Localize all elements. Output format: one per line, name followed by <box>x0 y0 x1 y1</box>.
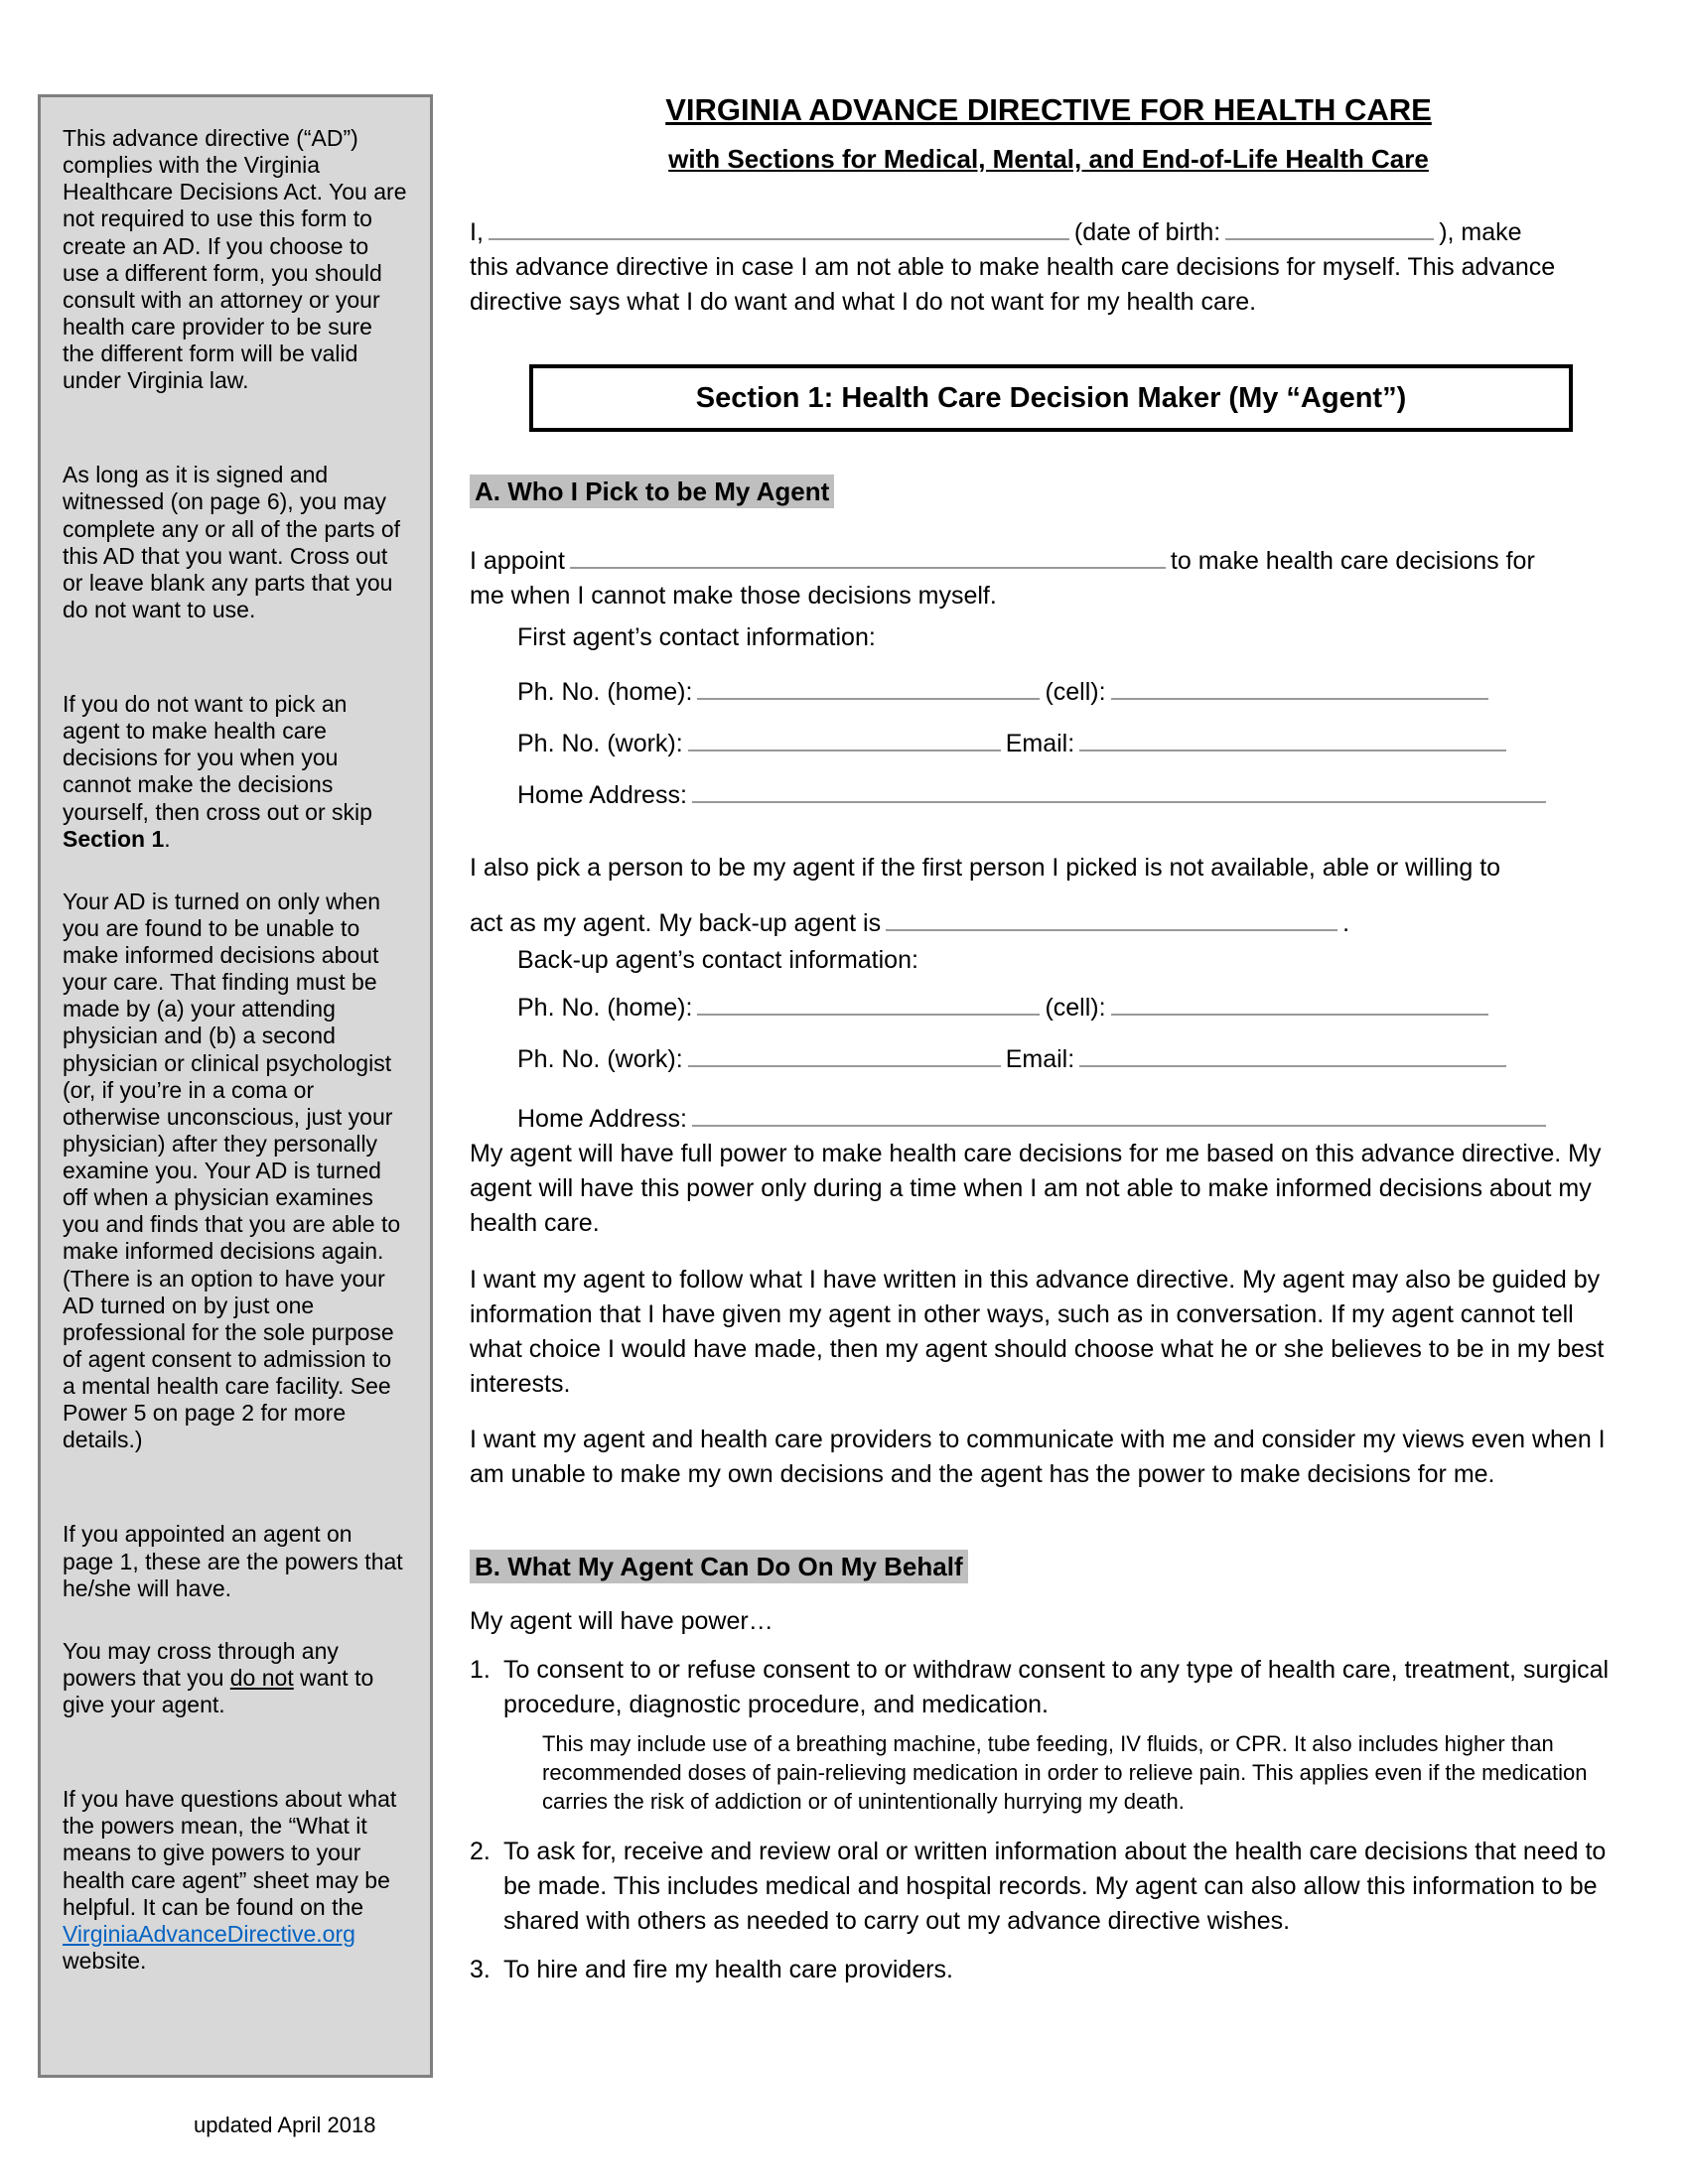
full-power-paragraph: My agent will have full power to make health care decisions for me based on this advance directive. My agent will have this power only during a time when I am not able to make informed decisions about my health care. <box>470 1140 1602 1237</box>
power-2-item <box>470 1835 1627 1939</box>
sidebar-note-6-text: You may cross through any powers that you <box>63 1637 339 1691</box>
first-agent-contact-heading: First agent’s contact information: <box>517 623 876 651</box>
sidebar-note-4 <box>63 888 408 1454</box>
appoint-before: I appoint <box>470 547 565 575</box>
intro-line-1 <box>470 215 1627 250</box>
agent-home-address-blank[interactable] <box>692 778 1546 803</box>
section-1-title: Section 1: Health Care Decision Maker (My “Agent”) <box>695 382 1407 414</box>
power-1-note: This may include use of a breathing machine, tube feeding, IV fluids, or CPR. It also includes higher than recommended doses of pain-relieving medication in order to relieve pain. This applies even if the medication carries the risk of addiction or of unintentionally hurrying my death. <box>542 1731 1588 1814</box>
power-3-number: 3. <box>470 1956 491 1983</box>
intro-body: this advance directive in case I am not able to make health care decisions for myself. This advance directive says what I do want and what I do not want for my health care. <box>470 253 1556 316</box>
date-of-birth-blank[interactable] <box>1225 215 1434 240</box>
agent-home-address-line <box>517 778 1627 813</box>
sidebar-note-3-text: If you do not want to pick an agent to make health care decisions for you when you cannot make the decisions yourself, then cross out or skip <box>63 691 372 825</box>
cell-label: (cell): <box>1045 994 1106 1022</box>
email-label: Email: <box>1005 730 1075 757</box>
do-not-emphasis: do not <box>229 1664 294 1691</box>
phone-home-label: Ph. No. (home): <box>517 678 693 706</box>
sidebar-note-7 <box>63 1786 408 1975</box>
appoint-line-2: me when I cannot make those decisions myself. <box>470 582 997 610</box>
backup-line-2 <box>470 906 1627 941</box>
backup-work-phone-blank[interactable] <box>688 1042 1001 1067</box>
intro-after-dob: ), make <box>1439 218 1522 246</box>
power-1-number: 1. <box>470 1656 491 1684</box>
backup-cell-phone-blank[interactable] <box>1111 991 1488 1016</box>
phone-work-label: Ph. No. (work): <box>517 1045 683 1073</box>
agent-work-phone-blank[interactable] <box>688 727 1001 751</box>
document-subtitle: with Sections for Medical, Mental, and End-of-Life Health Care <box>668 144 1429 174</box>
backup-after: . <box>1342 909 1350 937</box>
agent-email-blank[interactable] <box>1079 727 1506 751</box>
intro-paragraph <box>470 215 1627 320</box>
backup-home-phone-blank[interactable] <box>697 991 1040 1016</box>
sidebar-note-1-text: This advance directive (“AD”) complies with the Virginia Healthcare Decisions Act. You are not required to use this form to create an AD. If you choose to use a different form, you should consult with an attorney or your health care provider to be sure the different form will be valid under Virginia law. <box>63 125 407 394</box>
sidebar-note-4-option-text: (There is an option to have your AD turned on by just one professional for the sole purpose of agent consent to admission to a mental health care facility. See Power 5 on page 2 for more details.) <box>63 1265 394 1453</box>
virginia-advance-directive-link[interactable]: VirginiaAdvanceDirective.org <box>63 1920 355 1947</box>
power-1-text: To consent to or refuse consent to or withdraw consent to any type of health care, treatment, surgical procedure, diagnostic procedure, and medication. <box>503 1656 1610 1718</box>
phone-home-label: Ph. No. (home): <box>517 994 693 1022</box>
form-body <box>470 92 1627 1987</box>
power-3-text: To hire and fire my health care providers. <box>503 1956 953 1983</box>
footer-updated-text: updated April 2018 <box>194 2113 376 2137</box>
backup-agent-paragraph <box>470 851 1627 941</box>
sidebar-note-7-text: If you have questions about what the powers mean, the “What it means to give powers to your health care agent” sheet may be helpful. It can be found on the <box>63 1786 397 1920</box>
part-b-heading <box>470 1549 1627 1584</box>
sidebar-note-1 <box>63 125 408 394</box>
dob-label: (date of birth: <box>1073 218 1221 246</box>
backup-agent-name-blank[interactable] <box>886 906 1337 931</box>
sidebar-note-6 <box>63 1638 408 1718</box>
sidebar-note-4-text: Your AD is turned on only when you are found to be unable to make informed decisions about your care. That finding must be made by (a) your attending physician and (b) a second physician or clinical psychologist (or, if you’re in a coma or otherwise unconscious, just your physician) after they personally examine you. Your AD is turned off when a physician examines you and finds that you are able to make informed decisions again. <box>63 887 401 1265</box>
declarant-name-blank[interactable] <box>489 215 1069 240</box>
sidebar-note-2-text: As long as it is signed and witnessed (on page 6), you may complete any or all of the parts of this AD that you want. Cross out or leave blank any parts that you do not want to use. <box>63 462 401 622</box>
sidebar-notes <box>38 94 433 2078</box>
backup-before: act as my agent. My back-up agent is <box>470 909 882 937</box>
document-title: VIRGINIA ADVANCE DIRECTIVE FOR HEALTH CARE <box>665 92 1432 127</box>
backup-phone-home-line <box>517 991 1627 1025</box>
phone-work-label: Ph. No. (work): <box>517 730 683 757</box>
follow-directive-paragraph: I want my agent to follow what I have written in this advance directive. My agent may also be guided by information that I have given my agent in other ways, such as in conversation. If my agent cannot tell what choice I would have made, then my agent should choose what he or she believes to be in my best interests. <box>470 1266 1605 1398</box>
appoint-line-1 <box>470 544 1627 579</box>
section-1-title-box <box>529 364 1573 432</box>
sidebar-note-3 <box>63 691 408 853</box>
agent-phone-work-line <box>517 727 1627 761</box>
part-a-heading-text: A. Who I Pick to be My Agent <box>470 475 834 508</box>
backup-phone-work-line <box>517 1042 1627 1077</box>
backup-agent-contact-heading: Back-up agent’s contact information: <box>517 946 918 974</box>
backup-line-1: I also pick a person to be my agent if the first person I picked is not available, able or willing to <box>470 854 1501 882</box>
power-3-item <box>470 1953 1627 1987</box>
backup-home-address-blank[interactable] <box>692 1102 1546 1127</box>
intro-lead: I, <box>470 218 484 246</box>
agent-cell-phone-blank[interactable] <box>1111 675 1488 700</box>
home-address-label: Home Address: <box>517 781 687 809</box>
appoint-paragraph <box>470 544 1627 614</box>
part-a-heading <box>470 474 1627 509</box>
sidebar-note-6-end: want to give your agent. <box>63 1664 374 1717</box>
sidebar-note-5 <box>63 1521 408 1601</box>
communicate-paragraph: I want my agent and health care providers to communicate with me and consider my views even when I am unable to make my own decisions and the agent has the power to make decisions for me. <box>470 1426 1606 1488</box>
section-1-reference: Section 1 <box>63 825 165 852</box>
sidebar-note-3-end: . <box>164 825 171 852</box>
power-1-item <box>470 1653 1627 1722</box>
power-2-text: To ask for, receive and review oral or written information about the health care decisions that need to be made. This includes medical and hospital records. My agent can also allow this information to be shared with others as needed to carry out my advance directive wishes. <box>503 1838 1607 1935</box>
appoint-after: to make health care decisions for <box>1170 547 1535 575</box>
part-b-heading-text: B. What My Agent Can Do On My Behalf <box>470 1550 968 1583</box>
agent-name-blank[interactable] <box>570 544 1166 569</box>
cell-label: (cell): <box>1045 678 1106 706</box>
power-2-number: 2. <box>470 1838 491 1865</box>
sidebar-note-7-end: website. <box>63 1947 147 1974</box>
sidebar-note-5-text: If you appointed an agent on page 1, these are the powers that he/she will have. <box>63 1521 403 1601</box>
agent-phone-home-line <box>517 675 1627 710</box>
email-label: Email: <box>1005 1045 1075 1073</box>
agent-home-phone-blank[interactable] <box>697 675 1040 700</box>
powers-intro: My agent will have power… <box>470 1607 774 1635</box>
backup-home-address-line <box>517 1102 1627 1137</box>
home-address-label: Home Address: <box>517 1105 687 1133</box>
backup-email-blank[interactable] <box>1079 1042 1506 1067</box>
sidebar-note-2 <box>63 462 408 623</box>
